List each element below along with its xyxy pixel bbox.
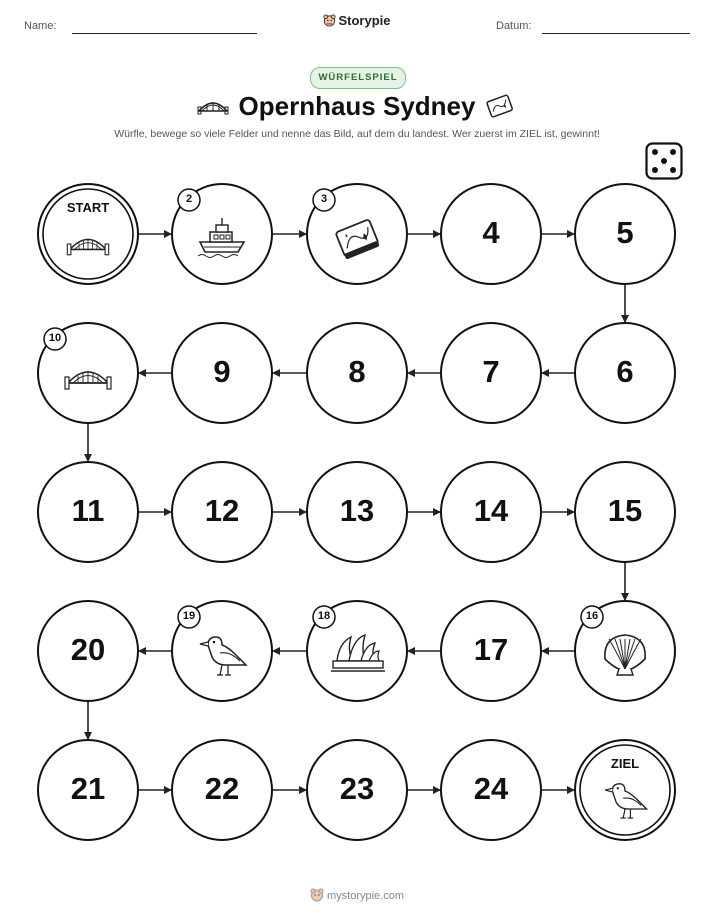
path-arrow-head: [407, 369, 415, 377]
path-arrow-head: [567, 508, 575, 516]
cell-number: 4: [482, 215, 500, 250]
cell-number: 20: [70, 632, 106, 667]
path-arrow-head: [541, 647, 549, 655]
cell-number: 10: [48, 332, 62, 344]
path-arrow-head: [299, 786, 307, 794]
cell-number: 12: [204, 493, 240, 528]
path-arrow-head: [621, 315, 629, 323]
cell-number: 19: [182, 610, 196, 622]
cell-number: 6: [616, 354, 634, 389]
cell-number: 23: [339, 771, 375, 806]
board-cell[interactable]: [38, 184, 138, 284]
path-arrow-head: [272, 647, 280, 655]
path-arrow-head: [84, 732, 92, 740]
path-arrow-head: [567, 230, 575, 238]
path-arrow-head: [272, 369, 280, 377]
cell-number: 22: [204, 771, 240, 806]
cell-number: 17: [473, 632, 509, 667]
game-type-badge: WÜRFELSPIEL: [310, 67, 406, 89]
path-arrow-head: [164, 786, 172, 794]
path-arrow-head: [164, 508, 172, 516]
cell-number: 2: [185, 193, 193, 205]
path-arrow-head: [164, 230, 172, 238]
path-arrow-head: [138, 647, 146, 655]
cell-number: 24: [473, 771, 509, 806]
instructions: Würfle, bewege so viele Felder und nenne das Bild, auf dem du landest. Wer zuerst im ZIEL ist, gewinnt!: [114, 128, 600, 140]
path-arrow-head: [407, 647, 415, 655]
date-label: Datum:: [496, 20, 532, 32]
path-arrow-head: [567, 786, 575, 794]
cell-number: 11: [71, 493, 105, 528]
path-arrow-head: [433, 230, 441, 238]
cell-number: 13: [339, 493, 375, 528]
cell-number: 15: [607, 493, 643, 528]
cell-number: 3: [320, 193, 328, 205]
cell-number: 18: [317, 610, 331, 622]
footer: [0, 888, 714, 902]
path-arrow-head: [138, 369, 146, 377]
goal-label: ZIEL: [610, 756, 640, 771]
cell-number: 9: [213, 354, 231, 389]
page-title: Opernhaus Sydney: [238, 91, 476, 121]
storypie-logo-icon: [310, 888, 324, 902]
path-arrow-head: [541, 369, 549, 377]
footer-url: mystorypie.com: [326, 890, 405, 902]
path-arrow-head: [299, 508, 307, 516]
path-arrow-head: [84, 454, 92, 462]
cell-number: 7: [482, 354, 500, 389]
path-arrow-head: [299, 230, 307, 238]
start-label: START: [66, 200, 110, 215]
cell-number: 16: [585, 610, 599, 622]
brand-name: Storypie: [338, 13, 391, 28]
cell-number: 14: [473, 493, 509, 528]
cell-number: 8: [348, 354, 366, 389]
path-arrow-head: [433, 786, 441, 794]
path-arrow-head: [433, 508, 441, 516]
cell-number: 21: [70, 771, 106, 806]
path-arrow-head: [621, 593, 629, 601]
name-label: Name:: [24, 20, 57, 32]
cell-number: 5: [616, 215, 634, 250]
